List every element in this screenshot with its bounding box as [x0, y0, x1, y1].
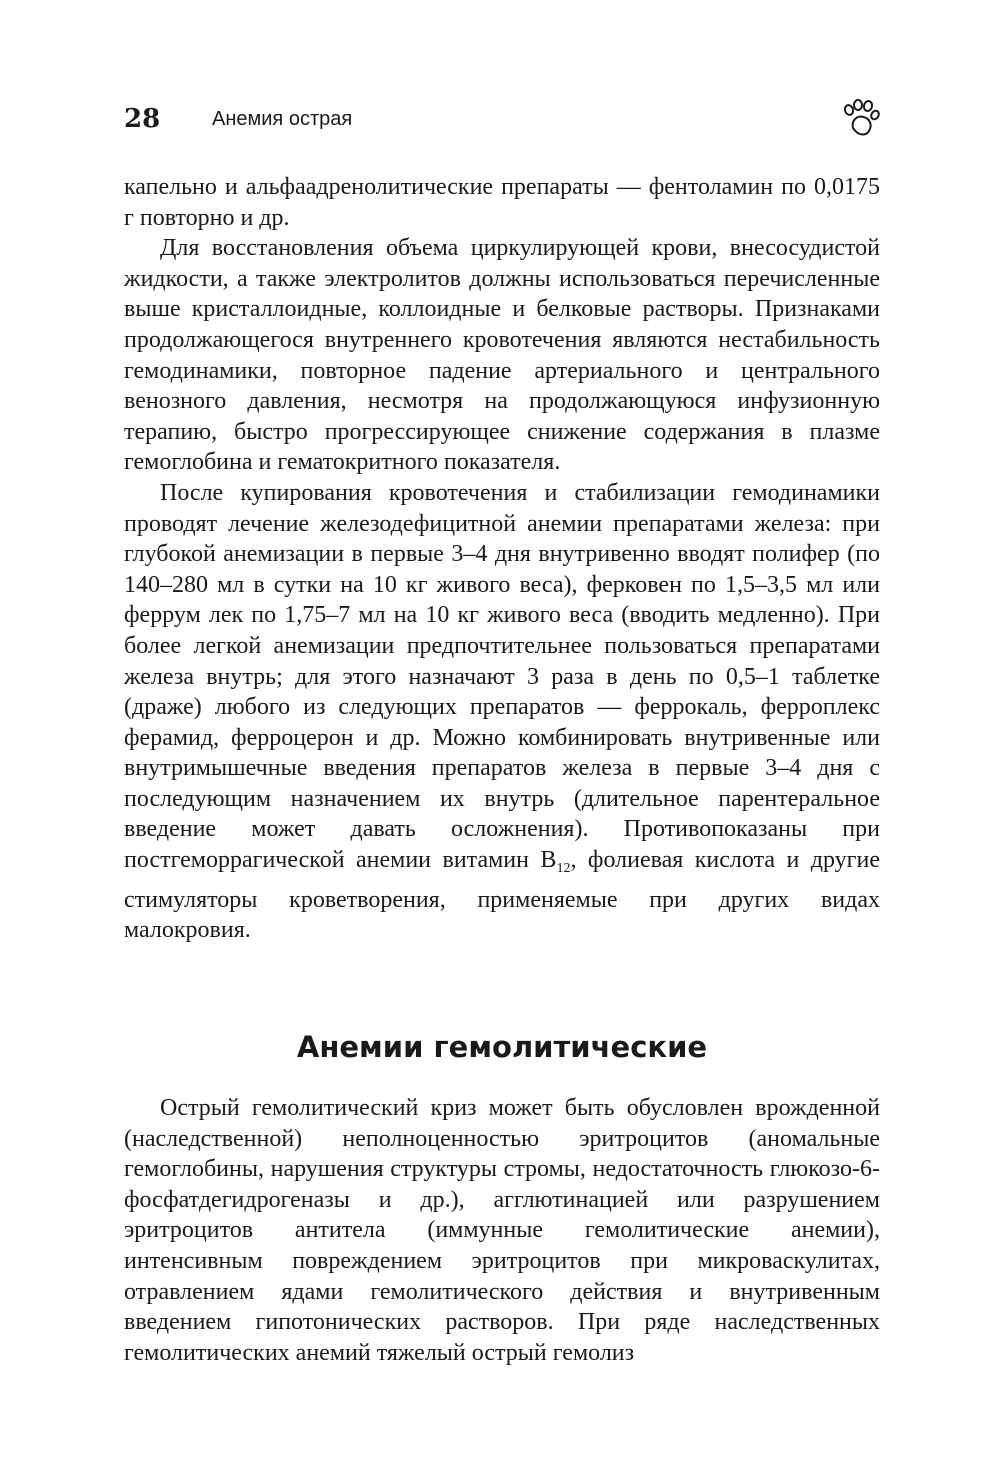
paragraph: Для восстановления объема циркулирующей крови, внесосудистой жидкости, а также электролитов должны использоваться перечисленные выше кристаллоидные, коллоидные и белковые растворы. Признаками продолжающегося внутреннего кровотечения являются нестабильность гемодинамики, повторное падение артериального и центрального венозного давления, несмотря на продолжающуюся инфузионную терапию, быстро прогрессирующее снижение содержания в плазме гемоглобина и гематокритного показателя.	[124, 235, 880, 476]
section-text	[124, 1093, 880, 1368]
body-text	[124, 172, 880, 946]
page-number: 28	[124, 104, 161, 134]
paw-print-icon	[840, 98, 880, 140]
section-heading: Анемии гемолитические	[296, 1030, 708, 1064]
paragraph-text: , фолиевая кислота и другие стимуляторы кроветворения, применяемые при других видах малокровия.	[124, 847, 881, 944]
paragraph: Острый гемолитический криз может быть обусловлен врожденной (наследственной) неполноценностью эритроцитов (аномальные гемоглобины, нарушения структуры стромы, недостаточность глюкозо-6-фосфатдегидрогеназы и др.), агглютинацией или разрушением эритроцитов антитела (иммунные гемолитические анемии), интенсивным повреждением эритроцитов при микроваскулитах, отравлением ядами гемолитического действия и внутривенным введением гипотонических растворов. При ряде наследственных гемолитических анемий тяжелый острый гемолиз	[124, 1095, 880, 1366]
paragraph: капельно и альфаадренолитические препараты — фентоламин по 0,0175 г повторно и др.	[124, 174, 880, 231]
running-title: Анемия острая	[212, 108, 353, 130]
paragraph-text: После купирования кровотечения и стабилизации гемодинамики проводят лечение железодефицитной анемии препаратами железа: при глубокой анемизации в первые 3–4 дня внутривенно вводят полифер (по 140–280 мл в сутки на 10 кг живого веса), ферковен по 1,5–3,5 мл или феррум лек по 1,75–7 мл на 10 кг живого веса (вводить медленно). При более легкой анемизации предпочтительнее пользоваться препаратами железа внутрь; для этого назначают 3 раза в день по 0,5–1 таблетке (драже) любого из следующих препаратов — феррокаль, ферроплекс ферамид, ферроцерон и др. Можно комбинировать внутривенные или внутримышечные введения препаратов железа в первые 3–4 дня с последующим назначением их внутрь (длительное парентеральное введение может давать осложнения). Противопоказаны при постгеморрагической анемии витамин В	[124, 479, 880, 874]
page-header	[124, 98, 880, 146]
subscript: 12	[556, 861, 571, 877]
paragraph	[124, 478, 880, 946]
